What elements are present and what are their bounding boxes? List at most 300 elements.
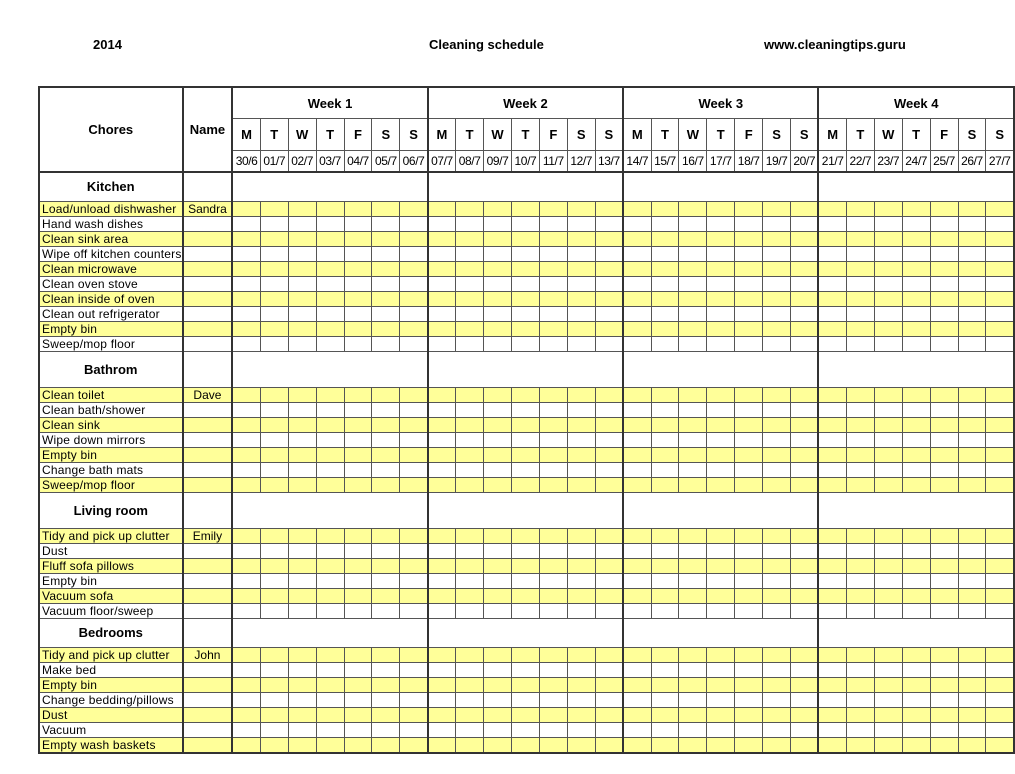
schedule-cell[interactable] (874, 677, 902, 692)
schedule-cell[interactable] (986, 276, 1014, 291)
schedule-cell[interactable] (372, 447, 400, 462)
schedule-cell[interactable] (846, 402, 874, 417)
schedule-cell[interactable] (539, 447, 567, 462)
schedule-cell[interactable] (484, 201, 512, 216)
schedule-cell[interactable] (372, 201, 400, 216)
schedule-cell[interactable] (595, 402, 623, 417)
schedule-cell[interactable] (400, 647, 428, 662)
schedule-cell[interactable] (958, 692, 986, 707)
schedule-cell[interactable] (232, 276, 260, 291)
schedule-cell[interactable] (511, 321, 539, 336)
schedule-cell[interactable] (958, 231, 986, 246)
schedule-cell[interactable] (316, 387, 344, 402)
schedule-cell[interactable] (288, 647, 316, 662)
schedule-cell[interactable] (651, 647, 679, 662)
schedule-cell[interactable] (791, 417, 819, 432)
schedule-cell[interactable] (679, 558, 707, 573)
schedule-cell[interactable] (735, 477, 763, 492)
schedule-cell[interactable] (400, 231, 428, 246)
schedule-cell[interactable] (818, 677, 846, 692)
schedule-cell[interactable] (958, 543, 986, 558)
schedule-cell[interactable] (763, 662, 791, 677)
schedule-cell[interactable] (902, 647, 930, 662)
schedule-cell[interactable] (651, 291, 679, 306)
schedule-cell[interactable] (958, 276, 986, 291)
schedule-cell[interactable] (902, 261, 930, 276)
schedule-cell[interactable] (763, 707, 791, 722)
schedule-cell[interactable] (428, 246, 456, 261)
schedule-cell[interactable] (511, 677, 539, 692)
schedule-cell[interactable] (260, 462, 288, 477)
schedule-cell[interactable] (567, 336, 595, 351)
schedule-cell[interactable] (232, 321, 260, 336)
schedule-cell[interactable] (818, 417, 846, 432)
schedule-cell[interactable] (428, 261, 456, 276)
schedule-cell[interactable] (232, 306, 260, 321)
schedule-cell[interactable] (595, 462, 623, 477)
assignee-cell[interactable]: Emily (183, 528, 233, 543)
schedule-cell[interactable] (288, 402, 316, 417)
schedule-cell[interactable] (958, 662, 986, 677)
schedule-cell[interactable] (484, 677, 512, 692)
schedule-cell[interactable] (986, 216, 1014, 231)
schedule-cell[interactable] (260, 321, 288, 336)
schedule-cell[interactable] (232, 477, 260, 492)
schedule-cell[interactable] (484, 261, 512, 276)
schedule-cell[interactable] (232, 216, 260, 231)
schedule-cell[interactable] (679, 201, 707, 216)
schedule-cell[interactable] (344, 677, 372, 692)
schedule-cell[interactable] (288, 692, 316, 707)
schedule-cell[interactable] (232, 707, 260, 722)
assignee-cell[interactable] (183, 737, 233, 753)
schedule-cell[interactable] (986, 662, 1014, 677)
schedule-cell[interactable] (930, 321, 958, 336)
schedule-cell[interactable] (651, 677, 679, 692)
schedule-cell[interactable] (428, 737, 456, 753)
schedule-cell[interactable] (651, 201, 679, 216)
schedule-cell[interactable] (400, 462, 428, 477)
schedule-cell[interactable] (679, 528, 707, 543)
schedule-cell[interactable] (818, 662, 846, 677)
schedule-cell[interactable] (511, 662, 539, 677)
schedule-cell[interactable] (623, 321, 651, 336)
assignee-cell[interactable] (183, 692, 233, 707)
schedule-cell[interactable] (372, 462, 400, 477)
schedule-cell[interactable] (818, 387, 846, 402)
schedule-cell[interactable] (623, 216, 651, 231)
schedule-cell[interactable] (623, 558, 651, 573)
schedule-cell[interactable] (679, 707, 707, 722)
schedule-cell[interactable] (288, 387, 316, 402)
schedule-cell[interactable] (288, 261, 316, 276)
schedule-cell[interactable] (372, 543, 400, 558)
schedule-cell[interactable] (539, 306, 567, 321)
schedule-cell[interactable] (735, 306, 763, 321)
schedule-cell[interactable] (344, 662, 372, 677)
schedule-cell[interactable] (902, 216, 930, 231)
schedule-cell[interactable] (428, 573, 456, 588)
schedule-cell[interactable] (902, 677, 930, 692)
schedule-cell[interactable] (930, 246, 958, 261)
schedule-cell[interactable] (818, 447, 846, 462)
schedule-cell[interactable] (986, 707, 1014, 722)
schedule-cell[interactable] (763, 477, 791, 492)
schedule-cell[interactable] (316, 543, 344, 558)
schedule-cell[interactable] (623, 246, 651, 261)
schedule-cell[interactable] (902, 528, 930, 543)
schedule-cell[interactable] (456, 603, 484, 618)
schedule-cell[interactable] (595, 477, 623, 492)
schedule-cell[interactable] (623, 291, 651, 306)
schedule-cell[interactable] (288, 722, 316, 737)
schedule-cell[interactable] (567, 677, 595, 692)
schedule-cell[interactable] (316, 201, 344, 216)
schedule-cell[interactable] (818, 477, 846, 492)
schedule-cell[interactable] (986, 432, 1014, 447)
schedule-cell[interactable] (679, 737, 707, 753)
schedule-cell[interactable] (595, 231, 623, 246)
schedule-cell[interactable] (818, 543, 846, 558)
schedule-cell[interactable] (316, 402, 344, 417)
schedule-cell[interactable] (763, 336, 791, 351)
schedule-cell[interactable] (902, 447, 930, 462)
schedule-cell[interactable] (484, 321, 512, 336)
schedule-cell[interactable] (846, 306, 874, 321)
schedule-cell[interactable] (539, 662, 567, 677)
schedule-cell[interactable] (818, 707, 846, 722)
schedule-cell[interactable] (511, 447, 539, 462)
schedule-cell[interactable] (874, 447, 902, 462)
schedule-cell[interactable] (623, 477, 651, 492)
schedule-cell[interactable] (567, 402, 595, 417)
schedule-cell[interactable] (707, 543, 735, 558)
schedule-cell[interactable] (735, 432, 763, 447)
schedule-cell[interactable] (484, 573, 512, 588)
schedule-cell[interactable] (735, 447, 763, 462)
schedule-cell[interactable] (539, 387, 567, 402)
schedule-cell[interactable] (791, 387, 819, 402)
schedule-cell[interactable] (288, 543, 316, 558)
schedule-cell[interactable] (232, 588, 260, 603)
schedule-cell[interactable] (511, 216, 539, 231)
schedule-cell[interactable] (232, 336, 260, 351)
schedule-cell[interactable] (623, 603, 651, 618)
schedule-cell[interactable] (958, 402, 986, 417)
assignee-cell[interactable] (183, 336, 233, 351)
schedule-cell[interactable] (316, 306, 344, 321)
schedule-cell[interactable] (958, 336, 986, 351)
schedule-cell[interactable] (874, 321, 902, 336)
schedule-cell[interactable] (735, 417, 763, 432)
schedule-cell[interactable] (316, 477, 344, 492)
schedule-cell[interactable] (679, 246, 707, 261)
schedule-cell[interactable] (456, 291, 484, 306)
schedule-cell[interactable] (288, 306, 316, 321)
schedule-cell[interactable] (539, 647, 567, 662)
schedule-cell[interactable] (511, 402, 539, 417)
schedule-cell[interactable] (288, 603, 316, 618)
schedule-cell[interactable] (316, 417, 344, 432)
schedule-cell[interactable] (260, 677, 288, 692)
schedule-cell[interactable] (428, 447, 456, 462)
schedule-cell[interactable] (316, 261, 344, 276)
assignee-cell[interactable] (183, 417, 233, 432)
schedule-cell[interactable] (484, 692, 512, 707)
schedule-cell[interactable] (623, 387, 651, 402)
schedule-cell[interactable] (232, 558, 260, 573)
schedule-cell[interactable] (707, 573, 735, 588)
schedule-cell[interactable] (511, 246, 539, 261)
schedule-cell[interactable] (372, 387, 400, 402)
schedule-cell[interactable] (260, 432, 288, 447)
schedule-cell[interactable] (623, 692, 651, 707)
schedule-cell[interactable] (428, 677, 456, 692)
schedule-cell[interactable] (428, 432, 456, 447)
schedule-cell[interactable] (679, 543, 707, 558)
schedule-cell[interactable] (344, 402, 372, 417)
schedule-cell[interactable] (707, 707, 735, 722)
schedule-cell[interactable] (456, 201, 484, 216)
schedule-cell[interactable] (484, 387, 512, 402)
schedule-cell[interactable] (567, 543, 595, 558)
schedule-cell[interactable] (707, 558, 735, 573)
schedule-cell[interactable] (986, 387, 1014, 402)
schedule-cell[interactable] (428, 306, 456, 321)
schedule-cell[interactable] (986, 462, 1014, 477)
schedule-cell[interactable] (930, 543, 958, 558)
schedule-cell[interactable] (484, 477, 512, 492)
schedule-cell[interactable] (735, 737, 763, 753)
schedule-cell[interactable] (567, 261, 595, 276)
schedule-cell[interactable] (344, 276, 372, 291)
schedule-cell[interactable] (288, 588, 316, 603)
schedule-cell[interactable] (986, 528, 1014, 543)
schedule-cell[interactable] (986, 722, 1014, 737)
schedule-cell[interactable] (846, 246, 874, 261)
schedule-cell[interactable] (986, 603, 1014, 618)
schedule-cell[interactable] (232, 573, 260, 588)
schedule-cell[interactable] (735, 462, 763, 477)
schedule-cell[interactable] (874, 662, 902, 677)
schedule-cell[interactable] (316, 336, 344, 351)
assignee-cell[interactable] (183, 662, 233, 677)
schedule-cell[interactable] (260, 306, 288, 321)
schedule-cell[interactable] (456, 722, 484, 737)
schedule-cell[interactable] (344, 462, 372, 477)
schedule-cell[interactable] (930, 477, 958, 492)
schedule-cell[interactable] (567, 246, 595, 261)
schedule-cell[interactable] (623, 261, 651, 276)
schedule-cell[interactable] (902, 231, 930, 246)
assignee-cell[interactable]: John (183, 647, 233, 662)
schedule-cell[interactable] (846, 387, 874, 402)
schedule-cell[interactable] (930, 737, 958, 753)
schedule-cell[interactable] (763, 276, 791, 291)
assignee-cell[interactable] (183, 447, 233, 462)
schedule-cell[interactable] (400, 432, 428, 447)
schedule-cell[interactable] (288, 558, 316, 573)
schedule-cell[interactable] (428, 201, 456, 216)
schedule-cell[interactable] (372, 321, 400, 336)
schedule-cell[interactable] (372, 291, 400, 306)
schedule-cell[interactable] (372, 402, 400, 417)
schedule-cell[interactable] (623, 231, 651, 246)
schedule-cell[interactable] (930, 402, 958, 417)
schedule-cell[interactable] (930, 216, 958, 231)
schedule-cell[interactable] (846, 447, 874, 462)
schedule-cell[interactable] (818, 722, 846, 737)
schedule-cell[interactable] (400, 402, 428, 417)
schedule-cell[interactable] (651, 321, 679, 336)
schedule-cell[interactable] (958, 201, 986, 216)
schedule-cell[interactable] (874, 216, 902, 231)
schedule-cell[interactable] (874, 558, 902, 573)
schedule-cell[interactable] (679, 402, 707, 417)
assignee-cell[interactable]: Sandra (183, 201, 233, 216)
schedule-cell[interactable] (344, 432, 372, 447)
assignee-cell[interactable] (183, 462, 233, 477)
schedule-cell[interactable] (428, 402, 456, 417)
schedule-cell[interactable] (316, 321, 344, 336)
schedule-cell[interactable] (372, 477, 400, 492)
schedule-cell[interactable] (288, 336, 316, 351)
schedule-cell[interactable] (651, 528, 679, 543)
schedule-cell[interactable] (260, 387, 288, 402)
schedule-cell[interactable] (735, 528, 763, 543)
schedule-cell[interactable] (344, 692, 372, 707)
schedule-cell[interactable] (511, 231, 539, 246)
schedule-cell[interactable] (818, 462, 846, 477)
schedule-cell[interactable] (986, 261, 1014, 276)
schedule-cell[interactable] (707, 216, 735, 231)
schedule-cell[interactable] (902, 276, 930, 291)
schedule-cell[interactable] (902, 321, 930, 336)
schedule-cell[interactable] (511, 722, 539, 737)
schedule-cell[interactable] (372, 231, 400, 246)
schedule-cell[interactable] (846, 677, 874, 692)
schedule-cell[interactable] (930, 662, 958, 677)
schedule-cell[interactable] (484, 588, 512, 603)
schedule-cell[interactable] (735, 336, 763, 351)
schedule-cell[interactable] (484, 306, 512, 321)
schedule-cell[interactable] (958, 387, 986, 402)
schedule-cell[interactable] (986, 231, 1014, 246)
schedule-cell[interactable] (679, 603, 707, 618)
schedule-cell[interactable] (707, 231, 735, 246)
schedule-cell[interactable] (400, 216, 428, 231)
schedule-cell[interactable] (400, 321, 428, 336)
schedule-cell[interactable] (679, 647, 707, 662)
schedule-cell[interactable] (958, 588, 986, 603)
schedule-cell[interactable] (846, 231, 874, 246)
schedule-cell[interactable] (484, 246, 512, 261)
schedule-cell[interactable] (511, 306, 539, 321)
schedule-cell[interactable] (316, 677, 344, 692)
schedule-cell[interactable] (288, 462, 316, 477)
schedule-cell[interactable] (846, 417, 874, 432)
assignee-cell[interactable] (183, 677, 233, 692)
schedule-cell[interactable] (456, 477, 484, 492)
schedule-cell[interactable] (344, 306, 372, 321)
schedule-cell[interactable] (791, 231, 819, 246)
schedule-cell[interactable] (707, 336, 735, 351)
schedule-cell[interactable] (456, 692, 484, 707)
schedule-cell[interactable] (344, 321, 372, 336)
schedule-cell[interactable] (707, 402, 735, 417)
schedule-cell[interactable] (316, 432, 344, 447)
schedule-cell[interactable] (846, 462, 874, 477)
schedule-cell[interactable] (763, 573, 791, 588)
schedule-cell[interactable] (707, 417, 735, 432)
schedule-cell[interactable] (902, 432, 930, 447)
schedule-cell[interactable] (288, 707, 316, 722)
assignee-cell[interactable] (183, 722, 233, 737)
schedule-cell[interactable] (400, 588, 428, 603)
schedule-cell[interactable] (372, 417, 400, 432)
schedule-cell[interactable] (874, 603, 902, 618)
schedule-cell[interactable] (316, 231, 344, 246)
schedule-cell[interactable] (511, 737, 539, 753)
schedule-cell[interactable] (260, 707, 288, 722)
schedule-cell[interactable] (567, 216, 595, 231)
schedule-cell[interactable] (344, 477, 372, 492)
schedule-cell[interactable] (707, 692, 735, 707)
schedule-cell[interactable] (791, 588, 819, 603)
schedule-cell[interactable] (623, 677, 651, 692)
schedule-cell[interactable] (735, 231, 763, 246)
schedule-cell[interactable] (400, 603, 428, 618)
schedule-cell[interactable] (902, 603, 930, 618)
schedule-cell[interactable] (818, 246, 846, 261)
schedule-cell[interactable] (456, 387, 484, 402)
assignee-cell[interactable] (183, 588, 233, 603)
schedule-cell[interactable] (986, 291, 1014, 306)
schedule-cell[interactable] (456, 528, 484, 543)
schedule-cell[interactable] (428, 462, 456, 477)
schedule-cell[interactable] (735, 276, 763, 291)
schedule-cell[interactable] (372, 246, 400, 261)
schedule-cell[interactable] (344, 543, 372, 558)
schedule-cell[interactable] (539, 402, 567, 417)
schedule-cell[interactable] (791, 201, 819, 216)
schedule-cell[interactable] (791, 216, 819, 231)
schedule-cell[interactable] (316, 462, 344, 477)
schedule-cell[interactable] (456, 321, 484, 336)
schedule-cell[interactable] (316, 588, 344, 603)
schedule-cell[interactable] (958, 462, 986, 477)
schedule-cell[interactable] (651, 246, 679, 261)
schedule-cell[interactable] (930, 588, 958, 603)
schedule-cell[interactable] (791, 477, 819, 492)
schedule-cell[interactable] (791, 647, 819, 662)
schedule-cell[interactable] (651, 462, 679, 477)
schedule-cell[interactable] (846, 737, 874, 753)
schedule-cell[interactable] (288, 432, 316, 447)
schedule-cell[interactable] (930, 447, 958, 462)
schedule-cell[interactable] (595, 336, 623, 351)
schedule-cell[interactable] (316, 722, 344, 737)
schedule-cell[interactable] (595, 558, 623, 573)
schedule-cell[interactable] (623, 447, 651, 462)
schedule-cell[interactable] (539, 573, 567, 588)
schedule-cell[interactable] (958, 447, 986, 462)
schedule-cell[interactable] (763, 677, 791, 692)
assignee-cell[interactable] (183, 707, 233, 722)
schedule-cell[interactable] (623, 201, 651, 216)
schedule-cell[interactable] (679, 588, 707, 603)
schedule-cell[interactable] (651, 261, 679, 276)
